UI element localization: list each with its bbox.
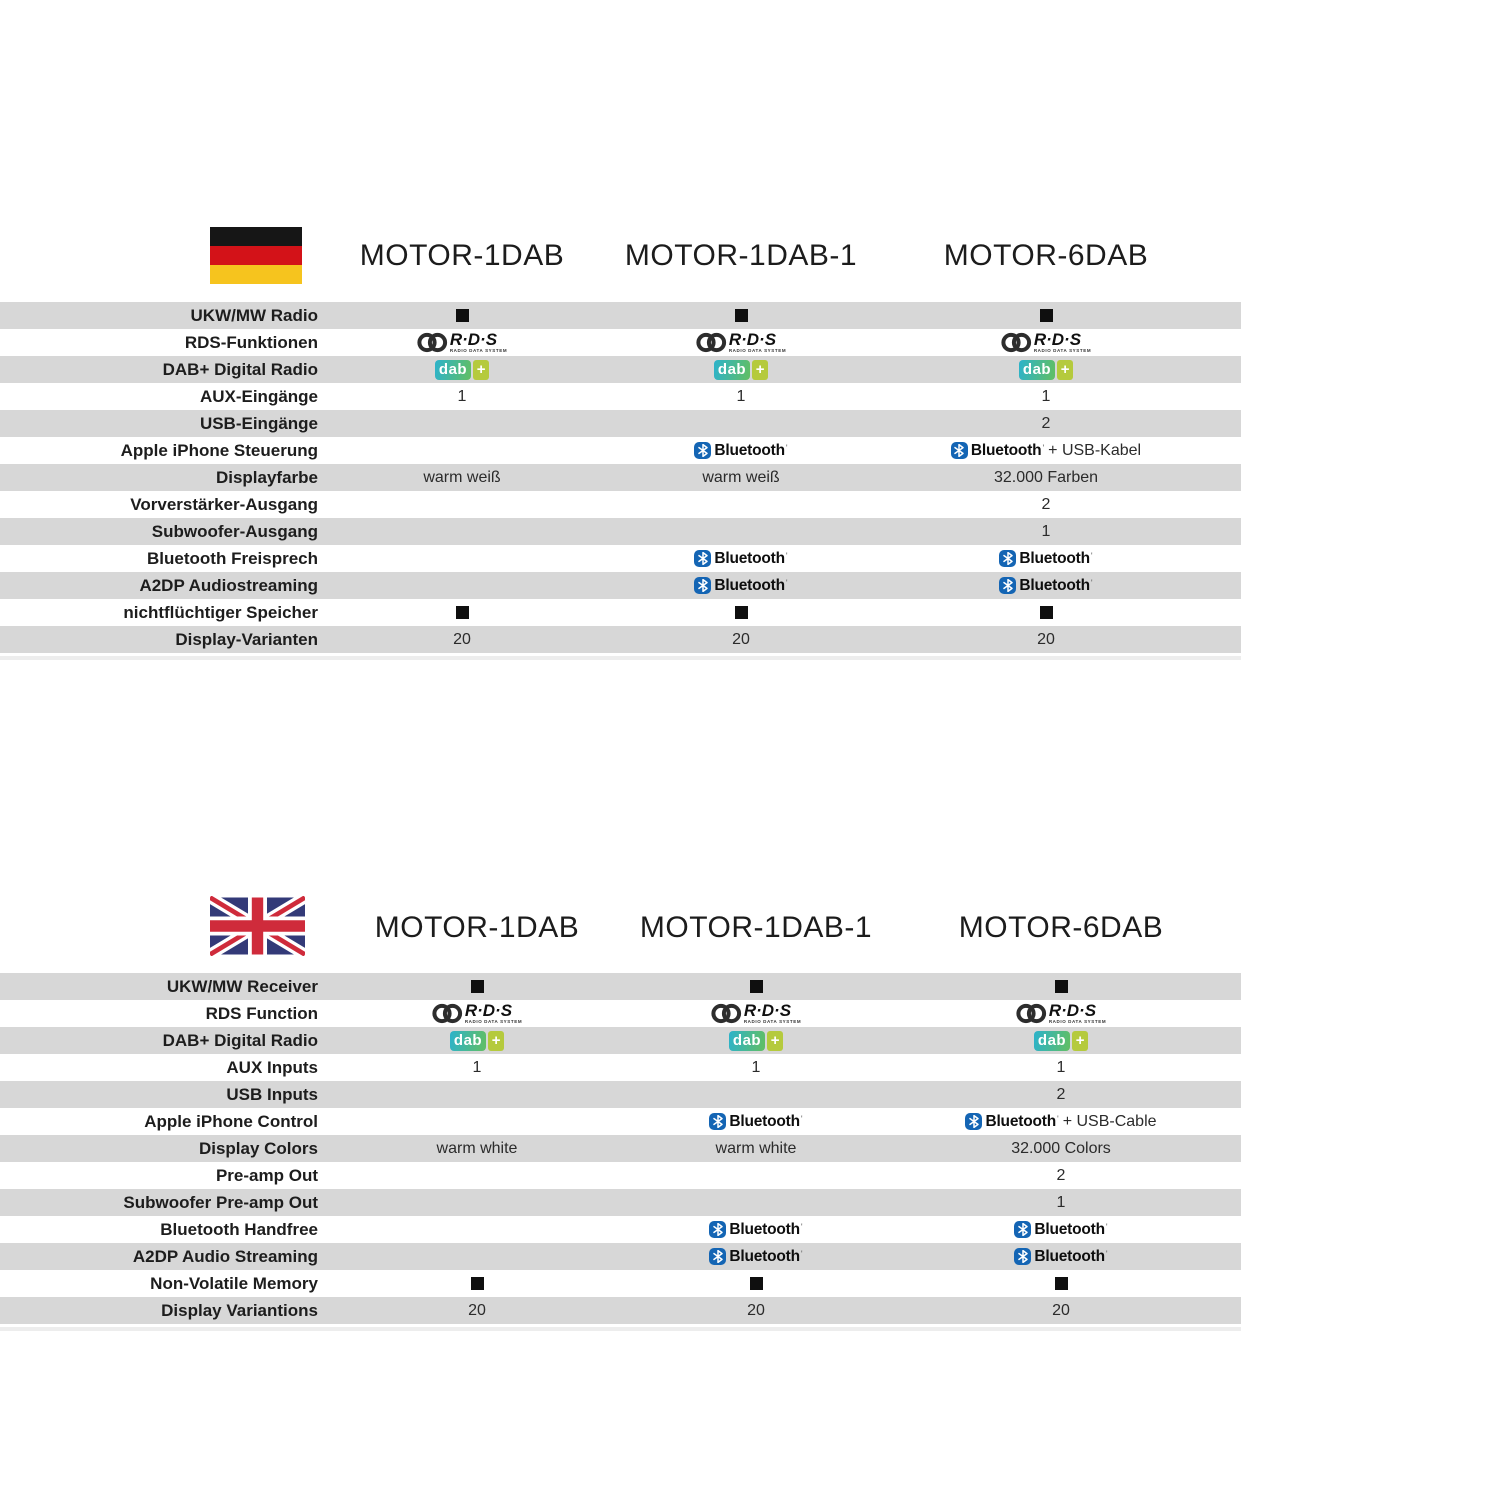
column-header-motor-1dab-1: MOTOR-1DAB-1 bbox=[624, 239, 858, 272]
spec-cell bbox=[357, 1081, 597, 1108]
row-label: Display-Varianten bbox=[175, 630, 318, 649]
spec-row bbox=[0, 626, 1241, 653]
row-label: Display Colors bbox=[198, 1139, 318, 1158]
bluetooth-icon bbox=[1014, 1248, 1031, 1265]
row-label: Non-Volatile Memory bbox=[150, 1274, 318, 1293]
spec-cell bbox=[357, 1162, 597, 1189]
bluetooth-logo-text: Bluetooth bbox=[729, 1247, 800, 1265]
dab-plus-logo bbox=[1019, 360, 1073, 380]
row-label: Vorverstärker-Ausgang bbox=[130, 495, 318, 514]
spec-row bbox=[0, 464, 1241, 491]
cell-value: 20 bbox=[732, 631, 750, 648]
spec-cell bbox=[886, 356, 1206, 383]
cell-value: 1 bbox=[1056, 1059, 1066, 1076]
spec-cell bbox=[357, 1000, 597, 1027]
spec-row bbox=[0, 491, 1241, 518]
bluetooth-logo-text: Bluetooth bbox=[970, 441, 1042, 459]
spec-cell bbox=[901, 1108, 1221, 1135]
dab-logo-text: dab bbox=[1034, 1031, 1070, 1051]
spec-row bbox=[0, 1189, 1241, 1216]
spec-row bbox=[0, 572, 1241, 599]
spec-cell bbox=[342, 572, 582, 599]
spec-cell bbox=[901, 1270, 1221, 1297]
spec-cell bbox=[621, 572, 861, 599]
dab-plus-logo bbox=[435, 360, 489, 380]
cell-value: 20 bbox=[747, 1302, 765, 1319]
row-label: Display Variantions bbox=[161, 1301, 318, 1320]
spec-cell bbox=[636, 1054, 876, 1081]
spec-cell bbox=[342, 410, 582, 437]
spec-cell bbox=[621, 626, 861, 653]
cell-value: 20 bbox=[453, 631, 471, 648]
spec-cell bbox=[342, 545, 582, 572]
dab-plus-logo bbox=[1034, 1031, 1088, 1051]
cell-value: 1 bbox=[457, 388, 467, 405]
spec-cell bbox=[886, 437, 1206, 464]
trademark-mark: ' bbox=[785, 442, 788, 453]
column-header-motor-1dab: MOTOR-1DAB bbox=[359, 239, 565, 272]
rds-logo-subtext: RADIO DATA SYSTEM bbox=[464, 1019, 523, 1025]
spec-cell bbox=[357, 1243, 597, 1270]
bluetooth-logo-text: Bluetooth bbox=[1034, 1247, 1105, 1265]
spec-cell bbox=[901, 1054, 1221, 1081]
trademark-mark: ' bbox=[1105, 1248, 1108, 1259]
dab-logo-plus-icon: + bbox=[767, 1031, 783, 1051]
spec-cell bbox=[621, 356, 861, 383]
row-label: AUX-Eingänge bbox=[199, 387, 318, 406]
spec-cell bbox=[636, 1108, 876, 1135]
spec-row bbox=[0, 599, 1241, 626]
cell-value: 1 bbox=[1056, 1194, 1066, 1211]
dab-logo-text: dab bbox=[714, 360, 750, 380]
cell-value: 20 bbox=[468, 1302, 486, 1319]
spec-row bbox=[0, 329, 1241, 356]
spec-cell bbox=[357, 1189, 597, 1216]
spec-row bbox=[0, 302, 1241, 329]
spec-cell bbox=[357, 973, 597, 1000]
bluetooth-icon bbox=[694, 442, 711, 459]
cell-value: warm weiß bbox=[423, 469, 501, 486]
dab-logo-plus-icon: + bbox=[752, 360, 768, 380]
spec-cell bbox=[886, 383, 1206, 410]
bluetooth-logo-text: Bluetooth bbox=[714, 441, 785, 459]
spec-cell bbox=[886, 518, 1206, 545]
spec-cell bbox=[621, 302, 861, 329]
dab-logo-plus-icon: + bbox=[1072, 1031, 1088, 1051]
row-label: A2DP Audio Streaming bbox=[132, 1247, 318, 1266]
rds-logo-text: R·D·S RADIO DATA SYSTEM bbox=[449, 330, 508, 354]
spec-cell bbox=[342, 626, 582, 653]
spec-cell bbox=[621, 491, 861, 518]
feature-present-square bbox=[456, 606, 469, 619]
spec-cell bbox=[342, 491, 582, 518]
feature-present-square bbox=[1040, 309, 1053, 322]
spec-row bbox=[0, 1027, 1241, 1054]
spec-cell bbox=[901, 1081, 1221, 1108]
spec-cell bbox=[636, 1297, 876, 1324]
spec-rows bbox=[0, 973, 1241, 1324]
spec-row bbox=[0, 545, 1241, 572]
bluetooth-logo-text: Bluetooth bbox=[714, 576, 785, 594]
feature-present-square bbox=[1040, 606, 1053, 619]
rds-rings-icon bbox=[711, 1002, 742, 1025]
feature-present-square bbox=[750, 1277, 763, 1290]
bluetooth-logo bbox=[709, 1113, 802, 1131]
cell-value: 20 bbox=[1037, 631, 1055, 648]
bluetooth-logo bbox=[965, 1113, 1058, 1131]
rds-logo bbox=[1001, 331, 1091, 354]
spec-row bbox=[0, 410, 1241, 437]
bluetooth-logo bbox=[1014, 1248, 1107, 1266]
dab-plus-logo bbox=[450, 1031, 504, 1051]
spec-row bbox=[0, 1000, 1241, 1027]
spec-cell bbox=[621, 464, 861, 491]
bluetooth-logo bbox=[709, 1248, 802, 1266]
dab-logo-plus-icon: + bbox=[473, 360, 489, 380]
cell-value: 1 bbox=[1041, 388, 1051, 405]
bluetooth-logo bbox=[709, 1221, 802, 1239]
bluetooth-icon bbox=[965, 1113, 982, 1130]
cell-value: warm weiß bbox=[702, 469, 780, 486]
rds-logo-subtext: RADIO DATA SYSTEM bbox=[1048, 1019, 1107, 1025]
spec-cell bbox=[357, 1027, 597, 1054]
dab-plus-logo bbox=[729, 1031, 783, 1051]
spec-row bbox=[0, 1270, 1241, 1297]
rds-logo bbox=[711, 1002, 801, 1025]
cell-value: warm white bbox=[436, 1140, 518, 1157]
bluetooth-logo-text: Bluetooth bbox=[729, 1112, 800, 1130]
row-label: AUX Inputs bbox=[226, 1058, 318, 1077]
rds-logo-subtext: RADIO DATA SYSTEM bbox=[728, 348, 787, 354]
trademark-mark: ' bbox=[800, 1221, 803, 1232]
spec-cell bbox=[901, 1243, 1221, 1270]
spec-cell bbox=[621, 599, 861, 626]
dab-logo-text: dab bbox=[450, 1031, 486, 1051]
dab-logo-plus-icon: + bbox=[488, 1031, 504, 1051]
feature-present-square bbox=[1055, 1277, 1068, 1290]
row-label: Apple iPhone Control bbox=[144, 1112, 318, 1131]
spec-cell bbox=[357, 1297, 597, 1324]
spec-cell bbox=[357, 1270, 597, 1297]
cell-value: 1 bbox=[751, 1059, 761, 1076]
cell-value: 32.000 Colors bbox=[1011, 1140, 1111, 1157]
spec-row bbox=[0, 1054, 1241, 1081]
spec-cell bbox=[901, 1000, 1221, 1027]
spec-row bbox=[0, 1297, 1241, 1324]
spec-row bbox=[0, 1135, 1241, 1162]
spec-cell bbox=[886, 545, 1206, 572]
spec-row bbox=[0, 1216, 1241, 1243]
row-label: Bluetooth Handfree bbox=[160, 1220, 318, 1239]
bluetooth-icon bbox=[694, 577, 711, 594]
spec-cell bbox=[357, 1216, 597, 1243]
row-label: Pre-amp Out bbox=[215, 1166, 318, 1185]
trademark-mark: ' bbox=[800, 1113, 803, 1124]
spec-cell bbox=[357, 1135, 597, 1162]
spec-cell bbox=[636, 1270, 876, 1297]
spec-cell bbox=[886, 410, 1206, 437]
spec-cell bbox=[636, 1000, 876, 1027]
feature-present-square bbox=[750, 980, 763, 993]
column-header-motor-6dab: MOTOR-6DAB bbox=[958, 911, 1164, 944]
rds-logo-subtext: RADIO DATA SYSTEM bbox=[743, 1019, 802, 1025]
cell-value: 2 bbox=[1041, 415, 1051, 432]
row-label: UKW/MW Receiver bbox=[166, 977, 318, 996]
bluetooth-logo bbox=[1014, 1221, 1107, 1239]
spec-cell bbox=[886, 599, 1206, 626]
dab-logo-plus-icon: + bbox=[1057, 360, 1073, 380]
bluetooth-icon bbox=[709, 1221, 726, 1238]
spec-row bbox=[0, 1162, 1241, 1189]
trademark-mark: ' bbox=[1105, 1221, 1108, 1232]
bluetooth-icon bbox=[1014, 1221, 1031, 1238]
bluetooth-logo-text: Bluetooth bbox=[1019, 576, 1090, 594]
cell-value: 1 bbox=[1041, 523, 1051, 540]
dab-logo-text: dab bbox=[1019, 360, 1055, 380]
rds-logo bbox=[417, 331, 507, 354]
spec-cell bbox=[621, 329, 861, 356]
spec-cell bbox=[342, 329, 582, 356]
spec-cell bbox=[342, 464, 582, 491]
column-header-motor-1dab: MOTOR-1DAB bbox=[374, 911, 580, 944]
spec-cell bbox=[342, 383, 582, 410]
row-label: RDS-Funktionen bbox=[184, 333, 318, 352]
spec-cell bbox=[901, 1297, 1221, 1324]
column-header-motor-6dab: MOTOR-6DAB bbox=[943, 239, 1149, 272]
spec-cell bbox=[901, 973, 1221, 1000]
spec-cell bbox=[342, 302, 582, 329]
spec-rows bbox=[0, 302, 1241, 653]
spec-cell bbox=[621, 518, 861, 545]
rds-rings-icon bbox=[432, 1002, 463, 1025]
bluetooth-icon bbox=[951, 442, 968, 459]
bluetooth-icon bbox=[999, 550, 1016, 567]
spec-row bbox=[0, 1243, 1241, 1270]
feature-present-square bbox=[735, 309, 748, 322]
rds-rings-icon bbox=[417, 331, 448, 354]
spec-cell bbox=[636, 1216, 876, 1243]
dab-logo-text: dab bbox=[435, 360, 471, 380]
row-label: USB-Eingänge bbox=[199, 414, 318, 433]
rds-logo-text: R·D·S RADIO DATA SYSTEM bbox=[1033, 330, 1092, 354]
flag-germany-icon bbox=[210, 227, 302, 284]
spec-row bbox=[0, 356, 1241, 383]
rds-logo bbox=[1016, 1002, 1106, 1025]
cell-value: warm white bbox=[715, 1140, 797, 1157]
cell-value: 2 bbox=[1041, 496, 1051, 513]
spec-cell bbox=[901, 1189, 1221, 1216]
rds-logo bbox=[696, 331, 786, 354]
bluetooth-logo bbox=[694, 577, 787, 595]
rds-logo-text: R·D·S RADIO DATA SYSTEM bbox=[1048, 1001, 1107, 1025]
spec-cell bbox=[342, 518, 582, 545]
bluetooth-icon bbox=[709, 1113, 726, 1130]
cell-value: 2 bbox=[1056, 1086, 1066, 1103]
spec-cell bbox=[621, 437, 861, 464]
spec-cell bbox=[901, 1135, 1221, 1162]
row-label: Bluetooth Freisprech bbox=[147, 549, 318, 568]
bluetooth-logo-text: Bluetooth bbox=[1019, 549, 1090, 567]
cell-value: 32.000 Farben bbox=[993, 469, 1099, 486]
feature-present-square bbox=[735, 606, 748, 619]
bluetooth-icon bbox=[709, 1248, 726, 1265]
trademark-mark: ' bbox=[1090, 577, 1093, 588]
trademark-mark: ' bbox=[1056, 1113, 1059, 1124]
spec-row bbox=[0, 383, 1241, 410]
row-label: nichtflüchtiger Speicher bbox=[123, 603, 318, 622]
rds-rings-icon bbox=[1001, 331, 1032, 354]
row-label: A2DP Audiostreaming bbox=[139, 576, 318, 595]
spec-cell bbox=[636, 1135, 876, 1162]
rds-logo-text: R·D·S RADIO DATA SYSTEM bbox=[464, 1001, 523, 1025]
row-label: Displayfarbe bbox=[215, 468, 318, 487]
rds-logo-subtext: RADIO DATA SYSTEM bbox=[449, 348, 508, 354]
spec-cell bbox=[342, 599, 582, 626]
trademark-mark: ' bbox=[800, 1248, 803, 1259]
rds-rings-icon bbox=[1016, 1002, 1047, 1025]
row-label: Subwoofer Pre-amp Out bbox=[123, 1193, 318, 1212]
spec-cell bbox=[901, 1162, 1221, 1189]
dab-plus-logo bbox=[714, 360, 768, 380]
rds-logo bbox=[432, 1002, 522, 1025]
cell-value: 2 bbox=[1056, 1167, 1066, 1184]
spec-row bbox=[0, 437, 1241, 464]
trademark-mark: ' bbox=[785, 550, 788, 561]
spec-cell bbox=[901, 1216, 1221, 1243]
bluetooth-logo-text: Bluetooth bbox=[714, 549, 785, 567]
cell-suffix-text: + USB-Kabel bbox=[1048, 441, 1142, 459]
spec-cell bbox=[886, 302, 1206, 329]
trademark-mark: ' bbox=[785, 577, 788, 588]
row-label: Subwoofer-Ausgang bbox=[151, 522, 318, 541]
rds-logo-text: R·D·S RADIO DATA SYSTEM bbox=[728, 330, 787, 354]
spec-row bbox=[0, 973, 1241, 1000]
row-label: Apple iPhone Steuerung bbox=[120, 441, 318, 460]
row-label: USB Inputs bbox=[226, 1085, 318, 1104]
bluetooth-logo bbox=[951, 442, 1044, 460]
spec-cell bbox=[886, 464, 1206, 491]
spec-cell bbox=[636, 1189, 876, 1216]
rds-rings-icon bbox=[696, 331, 727, 354]
feature-present-square bbox=[456, 309, 469, 322]
spec-cell bbox=[636, 1027, 876, 1054]
spec-cell bbox=[357, 1054, 597, 1081]
cell-value: 20 bbox=[1052, 1302, 1070, 1319]
bluetooth-logo bbox=[999, 550, 1092, 568]
cell-suffix-text: + USB-Cable bbox=[1062, 1112, 1157, 1130]
spec-cell bbox=[636, 1081, 876, 1108]
spec-cell bbox=[342, 356, 582, 383]
bluetooth-logo bbox=[999, 577, 1092, 595]
feature-present-square bbox=[471, 1277, 484, 1290]
spec-row bbox=[0, 1108, 1241, 1135]
bluetooth-logo bbox=[694, 442, 787, 460]
bluetooth-icon bbox=[694, 550, 711, 567]
spec-row bbox=[0, 1081, 1241, 1108]
spec-cell bbox=[621, 383, 861, 410]
trademark-mark: ' bbox=[1090, 550, 1093, 561]
row-label: UKW/MW Radio bbox=[190, 306, 318, 325]
bluetooth-logo-text: Bluetooth bbox=[729, 1220, 800, 1238]
cell-value: 1 bbox=[472, 1059, 482, 1076]
spec-row bbox=[0, 518, 1241, 545]
spec-cell bbox=[636, 973, 876, 1000]
spec-cell bbox=[636, 1162, 876, 1189]
spec-cell bbox=[886, 329, 1206, 356]
trademark-mark: ' bbox=[1042, 442, 1045, 453]
bluetooth-logo-text: Bluetooth bbox=[985, 1112, 1056, 1130]
rds-logo-text: R·D·S RADIO DATA SYSTEM bbox=[743, 1001, 802, 1025]
spec-cell bbox=[886, 491, 1206, 518]
row-label: DAB+ Digital Radio bbox=[162, 1031, 318, 1050]
flag-uk-icon bbox=[210, 896, 305, 956]
bluetooth-logo bbox=[694, 550, 787, 568]
row-label: RDS Function bbox=[205, 1004, 318, 1023]
bluetooth-logo-text: Bluetooth bbox=[1034, 1220, 1105, 1238]
spec-cell bbox=[886, 572, 1206, 599]
cell-value: 1 bbox=[736, 388, 746, 405]
feature-present-square bbox=[1055, 980, 1068, 993]
row-label: DAB+ Digital Radio bbox=[162, 360, 318, 379]
spec-cell bbox=[357, 1108, 597, 1135]
spec-cell bbox=[636, 1243, 876, 1270]
spec-cell bbox=[342, 437, 582, 464]
spec-cell bbox=[886, 626, 1206, 653]
rds-logo-subtext: RADIO DATA SYSTEM bbox=[1033, 348, 1092, 354]
feature-present-square bbox=[471, 980, 484, 993]
spec-cell bbox=[621, 545, 861, 572]
spec-cell bbox=[901, 1027, 1221, 1054]
dab-logo-text: dab bbox=[729, 1031, 765, 1051]
bluetooth-icon bbox=[999, 577, 1016, 594]
column-header-motor-1dab-1: MOTOR-1DAB-1 bbox=[639, 911, 873, 944]
spec-cell bbox=[621, 410, 861, 437]
